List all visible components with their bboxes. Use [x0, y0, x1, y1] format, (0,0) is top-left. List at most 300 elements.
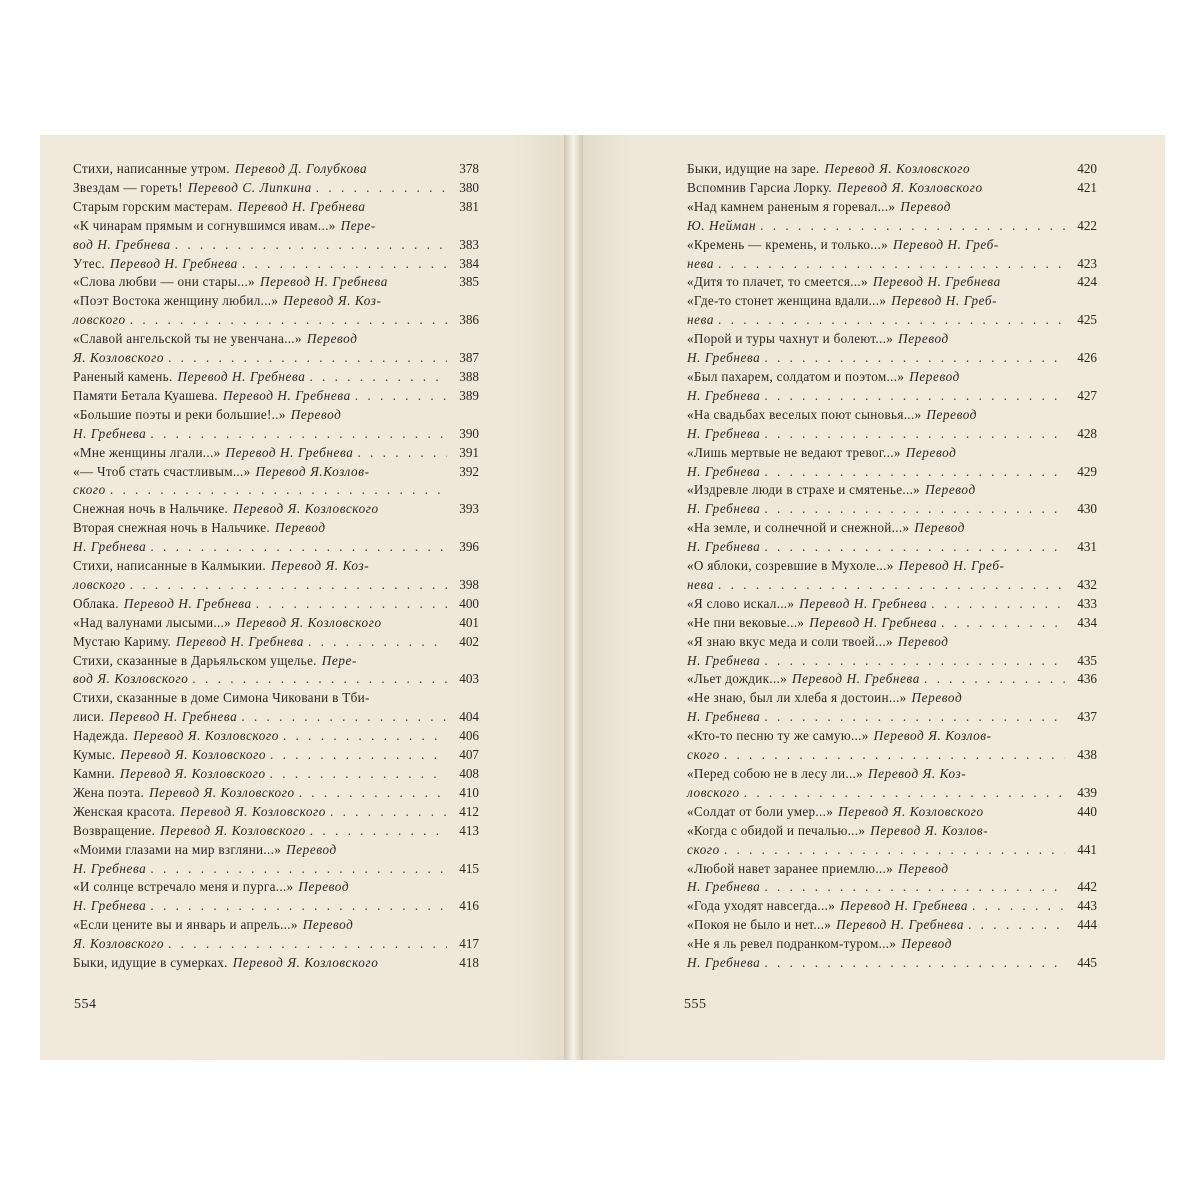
poem-title: «Я знаю вкус меда и соли твоей...»	[687, 633, 893, 649]
poem-title: Стихи, сказанные в доме Симона Чиковани в Тби-	[73, 690, 370, 706]
translator-credit: Н. Гребнева	[73, 898, 147, 914]
poem-title: Облака.	[73, 595, 119, 611]
translator-credit: Перевод Д. Голубкова	[234, 161, 368, 176]
toc-entry	[73, 822, 479, 841]
translator-credit: Н. Гребнева	[687, 463, 761, 479]
toc-entry-line	[687, 935, 1097, 954]
translator-credit: Перевод	[275, 520, 326, 536]
toc-entry-line	[687, 557, 1097, 576]
dot-leader	[764, 954, 1065, 973]
dot-leader	[941, 614, 1065, 633]
page-ref: 401	[459, 614, 479, 630]
toc-entry	[73, 500, 479, 519]
dot-leader	[310, 822, 447, 841]
dot-leader	[760, 217, 1065, 236]
poem-title: Стихи, написанные в Калмыкии.	[73, 558, 266, 574]
dot-leader	[718, 255, 1065, 274]
poem-title: Вспомнив Гарсиа Лорку.	[687, 179, 833, 195]
toc-entry-line	[73, 217, 479, 236]
translator-credit: Н. Гребнева	[687, 652, 761, 668]
translator-credit: Перевод Я. Козловского	[133, 728, 279, 744]
toc-entry-line	[73, 519, 479, 538]
toc-entry-line	[687, 481, 1097, 500]
poem-title: «Слова любви — они стары...»	[73, 274, 255, 290]
toc-entry-line	[687, 860, 1097, 879]
toc-entry	[73, 595, 479, 614]
toc-entry	[73, 406, 479, 444]
page-ref: 391	[459, 444, 479, 460]
page-ref: 433	[1077, 595, 1097, 611]
book-gutter	[564, 135, 583, 1060]
toc-entry-line	[687, 595, 1097, 614]
translator-credit: Перевод Я. Козловского	[232, 955, 379, 971]
dot-leader	[330, 803, 447, 822]
toc-entry-line	[73, 311, 479, 330]
toc-entry-line	[73, 954, 479, 973]
poem-title: «Не я ль ревел подранком-туром...»	[687, 936, 897, 952]
dot-leader	[931, 595, 1065, 614]
toc-entry	[73, 179, 479, 198]
toc-entry	[687, 292, 1097, 330]
toc-entry-line	[687, 576, 1097, 595]
toc-entry-line	[687, 425, 1097, 444]
translator-credit: нева	[687, 576, 715, 592]
page-ref: 404	[459, 709, 479, 725]
page-ref: 412	[459, 803, 479, 819]
translator-credit: Перевод Н. Гребнева	[123, 595, 252, 611]
toc-entry-line	[687, 841, 1097, 860]
toc-entry	[73, 160, 479, 179]
translator-credit: Перевод	[298, 879, 350, 895]
translator-credit: Перевод	[926, 406, 978, 422]
poem-title: «Где-то стонет женщина вдали...»	[687, 293, 887, 309]
page-ref: 435	[1077, 652, 1097, 668]
translator-credit: Перевод Н. Гребнева	[237, 198, 366, 214]
translator-credit: Перевод Я. Козловского	[180, 803, 326, 819]
dot-leader	[110, 481, 447, 500]
poem-title: «Над камнем раненым я горевал...»	[687, 198, 896, 214]
translator-credit: вод Н. Гребнева	[73, 236, 171, 252]
toc-entry-line	[687, 538, 1097, 557]
poem-title: «Льет дождик...»	[687, 671, 788, 687]
translator-credit: Перевод	[286, 841, 337, 857]
page-ref: 378	[459, 161, 479, 176]
page-ref: 403	[459, 671, 479, 687]
page-ref: 383	[459, 236, 479, 252]
dot-leader	[192, 670, 447, 689]
translator-credit: Перевод	[290, 406, 342, 422]
translator-credit: Н. Гребнева	[687, 955, 761, 971]
toc-entry	[687, 803, 1097, 822]
poem-title: Жена поэта.	[73, 784, 145, 800]
toc-entry	[687, 633, 1097, 671]
poem-title: «Поэт Востока женщину любил...»	[73, 293, 279, 309]
dot-leader	[764, 878, 1065, 897]
dot-leader	[724, 746, 1065, 765]
toc-entry-line	[687, 387, 1097, 406]
page-ref: 408	[459, 766, 479, 781]
poem-title: «И солнце встречало меня и пурга...»	[73, 879, 294, 895]
toc-entry-line	[73, 897, 479, 916]
page-ref: 398	[459, 576, 479, 592]
toc-entry	[687, 160, 1097, 179]
toc-entry-line	[687, 954, 1097, 973]
toc-entry-line	[73, 784, 479, 803]
page-ref: 422	[1077, 217, 1097, 233]
poem-title: Женская красота.	[73, 803, 176, 819]
toc-entry-line	[73, 765, 479, 784]
page-ref: 387	[459, 350, 479, 366]
toc-entry-line	[687, 349, 1097, 368]
page-ref: 413	[459, 822, 479, 838]
page-ref: 427	[1077, 387, 1097, 403]
poem-title: Быки, идущие в сумерках.	[73, 955, 228, 971]
dot-leader	[283, 727, 447, 746]
translator-credit: Перевод	[901, 936, 952, 952]
toc-entry-line	[73, 727, 479, 746]
toc-entry-line	[687, 784, 1097, 803]
page-ref: 437	[1077, 709, 1097, 725]
toc-entry-line	[687, 727, 1097, 746]
translator-credit: Перевод	[905, 444, 957, 460]
translator-credit: Перевод Н. Греб-	[898, 558, 1005, 574]
toc-entry	[73, 614, 479, 633]
page-ref: 443	[1077, 898, 1097, 914]
page-ref: 392	[459, 463, 479, 479]
toc-entry	[687, 935, 1097, 973]
dot-leader	[718, 311, 1065, 330]
toc-entry	[687, 273, 1097, 292]
translator-credit: Перевод	[914, 520, 966, 536]
toc-entry-line	[73, 425, 479, 444]
page-ref: 415	[459, 860, 479, 876]
translator-credit: ского	[687, 747, 720, 763]
page-ref: 416	[459, 898, 479, 914]
toc-entry-line	[73, 273, 479, 292]
dot-leader	[724, 841, 1065, 860]
translator-credit: Перевод Я. Козловского	[837, 179, 983, 195]
toc-entry	[687, 860, 1097, 898]
poem-title: «Дитя то плачет, то смеется...»	[687, 274, 868, 290]
dot-leader	[308, 633, 447, 652]
translator-credit: Перевод Н. Гребнева	[109, 255, 238, 271]
toc-entry-line	[687, 273, 1097, 292]
poem-title: «Солдат от боли умер...»	[687, 803, 834, 819]
translator-credit: Перевод Н. Гребнева	[836, 917, 965, 933]
toc-entry-line	[687, 198, 1097, 217]
toc-entry-line	[73, 330, 479, 349]
translator-credit: Ю. Нейман	[687, 217, 757, 233]
page-ref: 444	[1077, 917, 1097, 933]
toc-entry	[73, 841, 479, 879]
toc-entry-line	[687, 368, 1097, 387]
page-ref: 429	[1077, 463, 1097, 479]
poem-title: «Я слово искал...»	[687, 595, 795, 611]
translator-credit: Н. Гребнева	[73, 539, 147, 555]
dot-leader	[764, 652, 1065, 671]
toc-entry-line	[73, 935, 479, 954]
toc-entry	[687, 519, 1097, 557]
page-ref: 441	[1077, 841, 1097, 857]
translator-credit: Перевод Я. Козлов-	[873, 728, 992, 744]
toc-entry	[73, 727, 479, 746]
poem-title: «Кремень — кремень, и только...»	[687, 236, 888, 252]
poem-title: «Любой навет заранее приемлю...»	[687, 860, 894, 876]
dot-leader	[764, 538, 1065, 557]
translator-credit: Перевод Я.Козлов-	[255, 463, 370, 479]
toc-entry	[687, 198, 1097, 236]
toc-entry-line	[73, 878, 479, 897]
dot-leader	[718, 576, 1065, 595]
page-ref: 426	[1077, 350, 1097, 366]
dot-leader	[256, 595, 447, 614]
translator-credit: Перевод Н. Гребнева	[792, 671, 920, 687]
poem-title: Раненый камень.	[73, 368, 173, 384]
toc-entry-line	[73, 576, 479, 595]
toc-entry-line	[687, 406, 1097, 425]
toc-entry-line	[687, 519, 1097, 538]
toc-entry-line	[73, 822, 479, 841]
poem-title: «Перед собою не в лесу ли...»	[687, 766, 864, 781]
toc-entry	[73, 519, 479, 557]
page-ref: 389	[459, 387, 479, 403]
page-ref: 434	[1077, 614, 1097, 630]
toc-entry	[73, 954, 479, 973]
toc-entry	[73, 557, 479, 595]
dot-leader	[744, 784, 1065, 803]
toc-entry-line	[687, 708, 1097, 727]
poem-title: «Года уходят навсегда...»	[687, 898, 836, 914]
dot-leader	[168, 935, 447, 954]
poem-title: Звездам — гореть!	[73, 179, 183, 195]
poem-title: «Над валунами лысыми...»	[73, 614, 232, 630]
page-ref: 425	[1077, 312, 1097, 328]
page-ref: 440	[1077, 803, 1097, 819]
translator-credit: Перевод Я. Козловского	[120, 766, 266, 781]
page-ref: 431	[1077, 539, 1097, 555]
dot-leader	[150, 425, 447, 444]
page-ref: 410	[459, 784, 479, 800]
toc-entry-line	[687, 916, 1097, 935]
toc-entry	[73, 803, 479, 822]
page-ref: 420	[1077, 161, 1097, 176]
translator-credit: Перевод	[925, 482, 976, 498]
dot-leader	[764, 708, 1065, 727]
page-ref: 400	[459, 595, 479, 611]
page-ref: 390	[459, 425, 479, 441]
toc-entry	[73, 463, 479, 501]
page-ref: 380	[459, 179, 479, 195]
poem-title: «К чинарам прямым и согнувшимся ивам...»	[73, 217, 336, 233]
translator-credit: нева	[687, 255, 715, 271]
translator-credit: ловского	[73, 576, 126, 592]
page-number-right: 555	[684, 997, 707, 1012]
poem-title: «— Чтоб стать счастливым...»	[73, 463, 251, 479]
page-ref: 386	[459, 312, 479, 328]
toc-entry	[73, 255, 479, 274]
page-ref: 418	[459, 955, 479, 971]
translator-credit: Н. Гребнева	[687, 709, 761, 725]
page-ref: 407	[459, 747, 479, 763]
toc-entry-line	[687, 633, 1097, 652]
toc-entry-line	[73, 746, 479, 765]
toc-entry-line	[687, 803, 1097, 822]
translator-credit: Перевод Я. Козловского	[838, 803, 984, 819]
translator-credit: Перевод Н. Греб-	[891, 293, 998, 309]
toc-entry-line	[73, 652, 479, 671]
toc-entry	[73, 878, 479, 916]
page-ref: 421	[1077, 179, 1097, 195]
toc-entry	[687, 595, 1097, 614]
translator-credit: ского	[687, 841, 720, 857]
toc-entry	[73, 444, 479, 463]
poem-title: Стихи, написанные утром.	[73, 161, 230, 176]
page-ref: 396	[459, 539, 479, 555]
translator-credit: Перевод Я. Козловского	[160, 822, 306, 838]
translator-credit: Перевод Н. Гребнева	[222, 387, 351, 403]
poem-title: «Издревле люди в страхе и смятенье...»	[687, 482, 921, 498]
toc-entry	[687, 916, 1097, 935]
translator-credit: Н. Гребнева	[687, 501, 761, 517]
toc-entry-line	[73, 406, 479, 425]
toc-entry-line	[73, 255, 479, 274]
toc-entry-line	[687, 652, 1097, 671]
toc-entry-line	[73, 538, 479, 557]
poem-title: «На свадьбах веселых поют сыновья...»	[687, 406, 922, 422]
toc-entry	[73, 368, 479, 387]
toc-entry-line	[73, 463, 479, 482]
page-number-left: 554	[74, 997, 97, 1012]
poem-title: «Мне женщины лгали...»	[73, 444, 221, 460]
page-ref: 436	[1077, 671, 1097, 687]
translator-credit: Перевод	[898, 331, 949, 347]
translator-credit: Перевод Я. Козловского	[149, 784, 295, 800]
translator-credit: Перевод	[897, 633, 949, 649]
toc-entry	[73, 198, 479, 217]
translator-credit: Перевод Н. Гребнева	[177, 368, 306, 384]
toc-entry-line	[687, 255, 1097, 274]
poem-title: Камни.	[73, 766, 116, 781]
translator-credit: ского	[73, 482, 106, 498]
poem-title: Стихи, сказанные в Дарьяльском ущелье.	[73, 652, 317, 668]
translator-credit: Н. Гребнева	[687, 387, 761, 403]
translator-credit: Перевод	[911, 690, 963, 706]
poem-title: «Большие поэты и реки большие!..»	[73, 406, 286, 422]
page-ref: 406	[459, 728, 479, 744]
page-ref: 417	[459, 936, 479, 952]
dot-leader	[242, 255, 447, 274]
toc-entry-line	[687, 179, 1097, 198]
poem-title: Вторая снежная ночь в Нальчике.	[73, 520, 271, 536]
toc-entry-line	[687, 689, 1097, 708]
dot-leader	[150, 860, 447, 879]
toc-entry	[73, 784, 479, 803]
toc-entry-line	[73, 349, 479, 368]
toc-entry-line	[73, 387, 479, 406]
page-ref: 384	[459, 255, 479, 271]
translator-credit: ловского	[73, 312, 126, 328]
toc-entry-line	[687, 765, 1097, 784]
toc-entry	[73, 916, 479, 954]
dot-leader	[764, 500, 1065, 519]
poem-title: «На земле, и солнечной и снежной...»	[687, 520, 910, 536]
toc-entry-line	[73, 708, 479, 727]
toc-entry	[687, 481, 1097, 519]
translator-credit: Перевод С. Липкина	[187, 179, 312, 195]
toc-entry-line	[73, 670, 479, 689]
toc-entry	[73, 292, 479, 330]
toc-entry	[687, 444, 1097, 482]
poem-title: «О яблоки, созревшие в Мухоле...»	[687, 558, 894, 574]
dot-leader	[270, 765, 447, 784]
toc-entry-line	[687, 500, 1097, 519]
dot-leader	[972, 897, 1065, 916]
toc-entry-line	[687, 160, 1097, 179]
toc-entry-line	[73, 557, 479, 576]
translator-credit: Перевод Н. Гребнева	[799, 595, 928, 611]
translator-credit: Перевод Я. Козловского	[233, 501, 379, 517]
translator-credit: Перевод Н. Гребнева	[259, 274, 388, 290]
dot-leader	[764, 463, 1065, 482]
toc-entry	[687, 406, 1097, 444]
toc-entry	[73, 652, 479, 690]
dot-leader	[270, 746, 447, 765]
toc-entry-line	[73, 803, 479, 822]
poem-title: «Славой ангельской ты не увенчана...»	[73, 331, 302, 347]
poem-title: «Не знаю, был ли хлеба я достоин...»	[687, 690, 907, 706]
translator-credit: вод Я. Козловского	[73, 671, 189, 687]
toc-entry	[73, 689, 479, 727]
toc-entry-line	[687, 670, 1097, 689]
toc-entry	[73, 273, 479, 292]
toc-entry-line	[687, 217, 1097, 236]
poem-title: Мустаю Кариму.	[73, 633, 172, 649]
toc-entry-line	[73, 236, 479, 255]
toc-entry	[687, 765, 1097, 803]
page-ref: 445	[1077, 955, 1097, 971]
dot-leader	[924, 670, 1065, 689]
toc-entry-line	[687, 311, 1097, 330]
toc-column-left	[73, 160, 479, 973]
dot-leader	[309, 368, 447, 387]
translator-credit: Н. Гребнева	[73, 425, 147, 441]
translator-credit: Н. Гребнева	[687, 350, 761, 366]
toc-entry-line	[687, 292, 1097, 311]
poem-title: «Не пни вековые...»	[687, 614, 805, 630]
toc-entry	[73, 746, 479, 765]
toc-entry	[687, 179, 1097, 198]
translator-credit: Я. Козловского	[73, 936, 165, 952]
dot-leader	[299, 784, 447, 803]
poem-title: «Кто-то песню ту же самую...»	[687, 728, 869, 744]
toc-entry-line	[73, 292, 479, 311]
translator-credit: Н. Гребнева	[687, 539, 761, 555]
page-ref: 424	[1077, 274, 1097, 290]
poem-title: «Если цените вы и январь и апрель...»	[73, 917, 298, 933]
poem-title: «Порой и туры чахнут и болеют...»	[687, 331, 894, 347]
page-ref: 388	[459, 368, 479, 384]
page-ref: 432	[1077, 576, 1097, 592]
translator-credit: ловского	[687, 784, 740, 800]
translator-credit: Перевод	[900, 198, 951, 214]
dot-leader	[175, 236, 447, 255]
translator-credit: нева	[687, 312, 715, 328]
toc-entry-line	[687, 444, 1097, 463]
toc-entry	[73, 633, 479, 652]
translator-credit: Перевод	[898, 860, 949, 876]
dot-leader	[168, 349, 447, 368]
poem-title: «Покоя не было и нет...»	[687, 917, 832, 933]
